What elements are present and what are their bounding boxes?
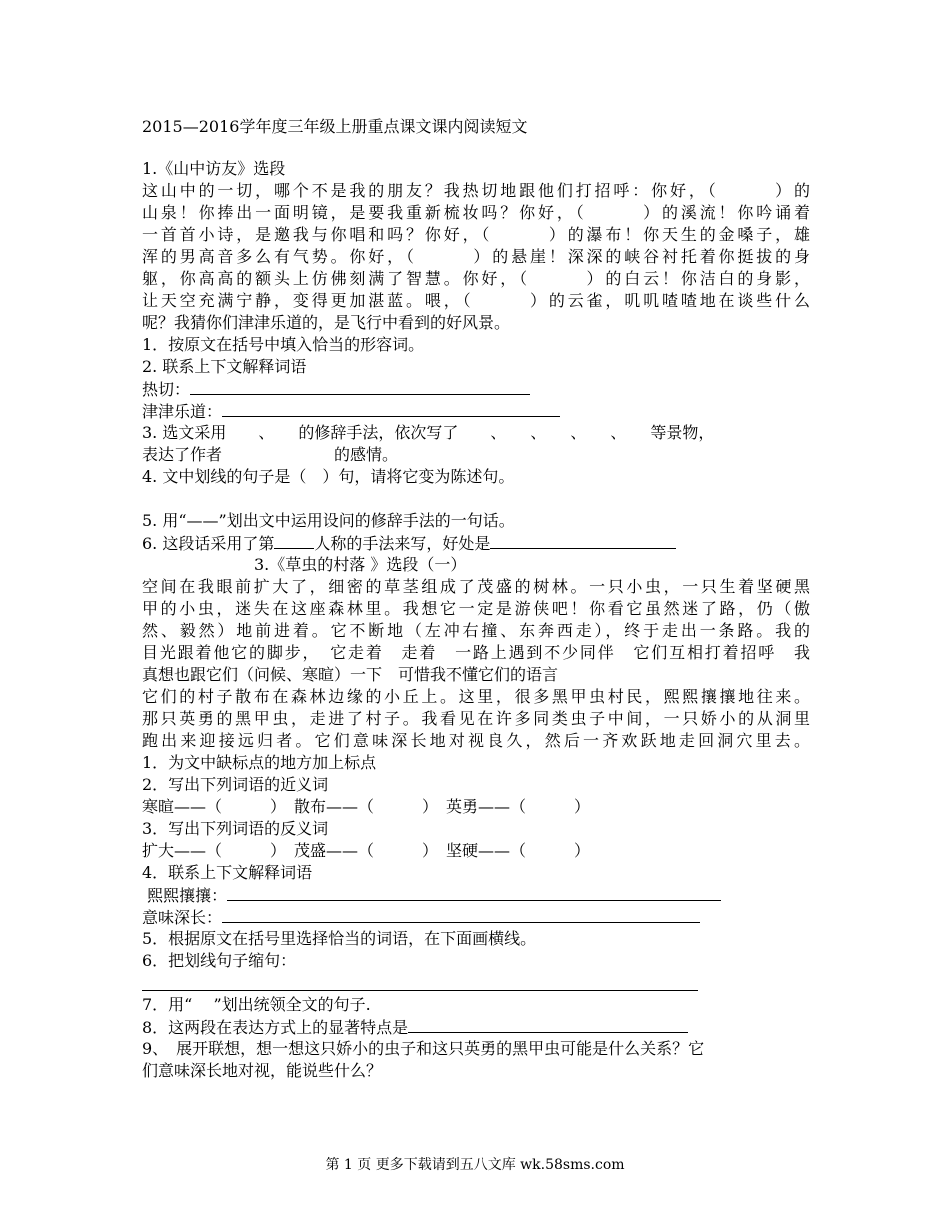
answer-blank	[408, 1016, 688, 1033]
s3-question-9: 9、 展开联想，想一想这只娇小的虫子和这只英勇的黑甲虫可能是什么关系？它	[142, 1039, 705, 1058]
answer-label: 热切：	[142, 380, 191, 399]
section3-paragraph-line: 跑出来迎接远归者。它们意味深长地对视良久，然后一齐欢跃地走回洞穴里去。	[142, 731, 810, 750]
answer-blank	[274, 532, 314, 549]
section3-paragraph-line: 空间在我眼前扩大了，细密的草茎组成了茂盛的树林。一只小虫，一只生着坚硬黑	[142, 577, 810, 596]
s1-answer-line	[142, 378, 530, 401]
section3-paragraph-line: 真想也跟它们（问候、寒暄）一下 可惜我不懂它们的语言	[142, 665, 559, 684]
answer-blank	[142, 990, 698, 991]
answer-blank	[222, 400, 560, 417]
s1-answer-line	[142, 400, 560, 423]
section1-paragraph-line: 山泉！你捧出一面明镜，是要我重新梳妆吗？你好，（ ）的溪流！你吟诵着	[142, 203, 810, 222]
s3-question-3: 3．写出下列词语的反义词	[142, 819, 329, 838]
s3-question-8	[142, 1016, 688, 1039]
section1-paragraph-line: 躯，你高高的额头上仿佛刻满了智慧。你好，（ ）的白云！你洁白的身影，	[142, 269, 810, 288]
s3-question-9-cont: 们意味深长地对视，能说些什么？	[142, 1061, 383, 1080]
s3-question-2: 2．写出下列词语的近义词	[142, 775, 329, 794]
document-title: 2015—2016学年度三年级上册重点课文课内阅读短文	[142, 117, 528, 136]
answer-blank	[490, 532, 676, 549]
section1-paragraph-line: 浑的男高音多么有气势。你好，（ ）的悬崖！深深的峡谷衬托着你挺拔的身	[142, 247, 810, 266]
question-text: 人称的手法来写，好处是	[314, 534, 491, 553]
s3-question-1: 1．为文中缺标点的地方加上标点	[142, 753, 377, 772]
s3-answer-line	[142, 884, 721, 907]
section3-paragraph-line: 然、毅然）地前进着。它不断地（左冲右撞、东奔西走），终于走出一条路。我的	[142, 621, 810, 640]
section3-paragraph-line: 它们的村子散布在森林边缘的小丘上。这里，很多黑甲虫村民，熙熙攘攘地往来。	[142, 687, 810, 706]
answer-blank	[227, 884, 721, 901]
answer-label: 意味深长：	[142, 908, 223, 927]
answer-label: 津津乐道：	[142, 402, 223, 421]
s3-question-5: 5．根据原文在括号里选择恰当的词语，在下面画横线。	[142, 929, 537, 948]
s1-question-2: 2. 联系上下文解释词语	[142, 357, 307, 376]
answer-label: 熙熙攘攘：	[142, 886, 228, 905]
s1-question-6	[142, 532, 676, 555]
section3-paragraph-line: 目光跟着他它的脚步， 它走着 走着 一路上遇到不少同伴 它们互相打着招呼 我	[142, 643, 810, 662]
s3-question-7: 7．用“ ”划出统领全文的句子.	[142, 995, 371, 1014]
section3-heading: 3.《草虫的村落 》选段（一）	[254, 555, 467, 574]
s1-question-1: 1．按原文在括号中填入恰当的形容词。	[142, 335, 425, 354]
section1-paragraph-line: 这山中的一切，哪个不是我的朋友？我热切地跟他们打招呼：你好，（ ）的	[142, 181, 810, 200]
s3-answer-line	[142, 906, 700, 929]
section1-paragraph-line: 一首首小诗，是邀我与你唱和吗？你好，（ ）的瀑布！你天生的金嗓子，雄	[142, 225, 810, 244]
section3-paragraph-line: 那只英勇的黑甲虫，走进了村子。我看见在许多同类虫子中间，一只娇小的从洞里	[142, 709, 810, 728]
s3-question-4: 4．联系上下文解释词语	[142, 863, 313, 882]
s1-question-4: 4. 文中划线的句子是（ ）句，请将它变为陈述句。	[142, 467, 515, 486]
section3-paragraph-line: 甲的小虫，迷失在这座森林里。我想它一定是游侠吧！你看它虽然迷了路，仍（傲	[142, 599, 810, 618]
s3-synonym-line: 寒暄——（ ） 散布——（ ） 英勇——（ ）	[142, 797, 591, 816]
s1-question-3: 3. 选文采用 、 的修辞手法，依次写了 、 、 、 、 等景物，	[142, 423, 715, 442]
s3-antonym-line: 扩大——（ ） 茂盛——（ ） 坚硬——（ ）	[142, 841, 591, 860]
s1-question-3-cont: 表达了作者 的感情。	[142, 445, 399, 464]
section1-paragraph-line: 让天空充满宁静，变得更加湛蓝。喂，（ ）的云雀，叽叽喳喳地在谈些什么	[142, 291, 810, 310]
section1-paragraph-line: 呢？我猜你们津津乐道的，是飞行中看到的好风景。	[142, 313, 511, 332]
answer-blank	[190, 378, 530, 395]
question-text: 6. 这段话采用了第	[142, 534, 275, 553]
answer-blank	[222, 906, 700, 923]
page-footer: 第 1 页 更多下载请到五八文库 wk.58sms.com	[325, 1157, 625, 1173]
section1-heading: 1.《山中访友》选段	[142, 159, 286, 178]
question-text: 8．这两段在表达方式上的显著特点是	[142, 1018, 409, 1037]
s1-question-5: 5. 用“——”划出文中运用设问的修辞手法的一句话。	[142, 511, 515, 530]
s3-question-6: 6．把划线句子缩句：	[142, 951, 297, 970]
